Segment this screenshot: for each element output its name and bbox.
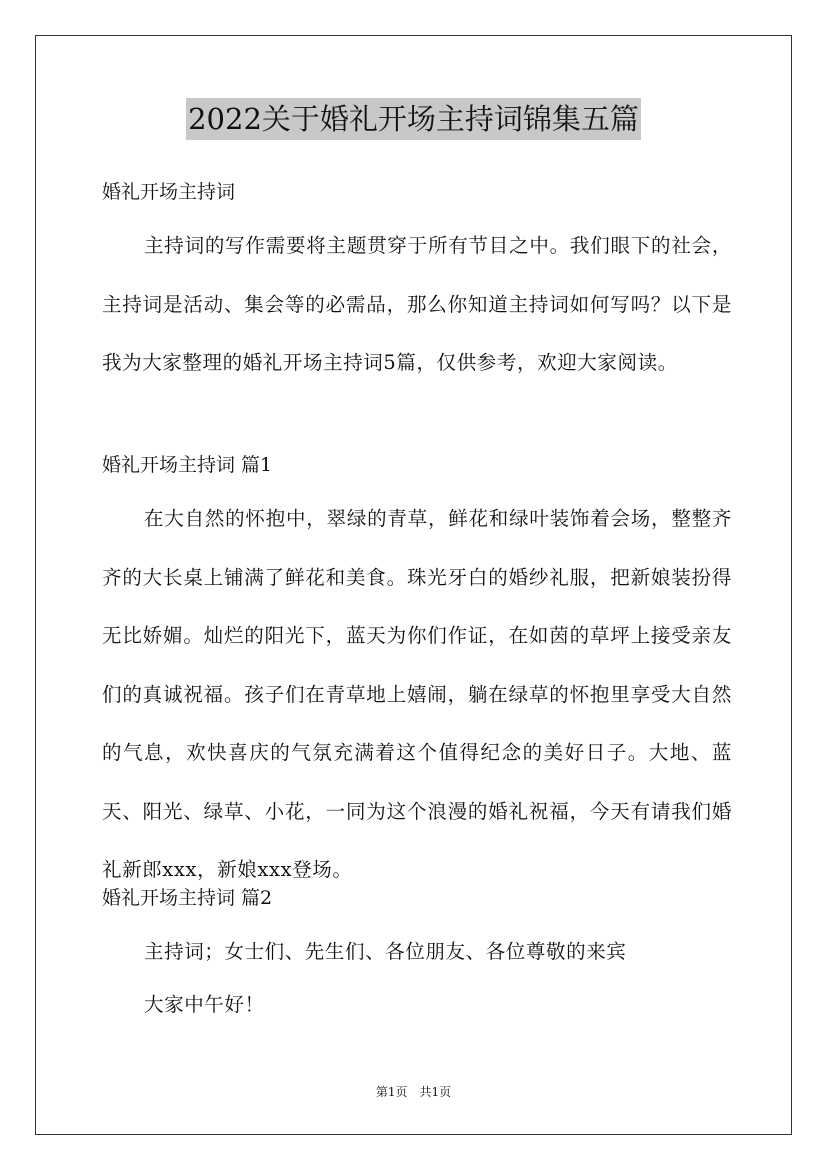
intro-paragraph: 主持词的写作需要将主题贯穿于所有节目之中。我们眼下的社会，主持词是活动、集会等的必需品，那么你知道主持词如何写吗？以下是我为大家整理的婚礼开场主持词5篇，仅供参考，欢迎大家阅读。 <box>102 234 732 374</box>
section1-heading: 婚礼开场主持词 篇1 <box>102 454 273 476</box>
page-number: 第1页 共1页 <box>375 1085 452 1099</box>
section2-line-2: 大家中午好！ <box>144 993 265 1016</box>
section2-line-1: 主持词；女士们、先生们、各位朋友、各位尊敬的来宾 <box>144 940 627 963</box>
section1-paragraph: 在大自然的怀抱中，翠绿的青草，鲜花和绿叶装饰着会场，整整齐齐的大长桌上铺满了鲜花和美食。珠光牙白的婚纱礼服，把新娘装扮得无比娇媚。灿烂的阳光下，蓝天为你们作证，在如茵的草坪上接受亲友们的真诚祝福。孩子们在青草地上嬉闹，躺在绿草的怀抱里享受大自然的气息，欢快喜庆的气氛充满着这个值得纪念的美好日子。大地、蓝天、阳光、绿草、小花，一同为这个浪漫的婚礼祝福，今天有请我们婚礼新郎xxx，新娘xxx登场。 <box>102 507 732 881</box>
intro-heading: 婚礼开场主持词 <box>102 181 236 203</box>
section2-heading: 婚礼开场主持词 篇2 <box>102 887 273 909</box>
title-container <box>0 98 827 140</box>
page-footer <box>0 1083 827 1101</box>
document-title: 2022关于婚礼开场主持词锦集五篇 <box>186 98 641 140</box>
